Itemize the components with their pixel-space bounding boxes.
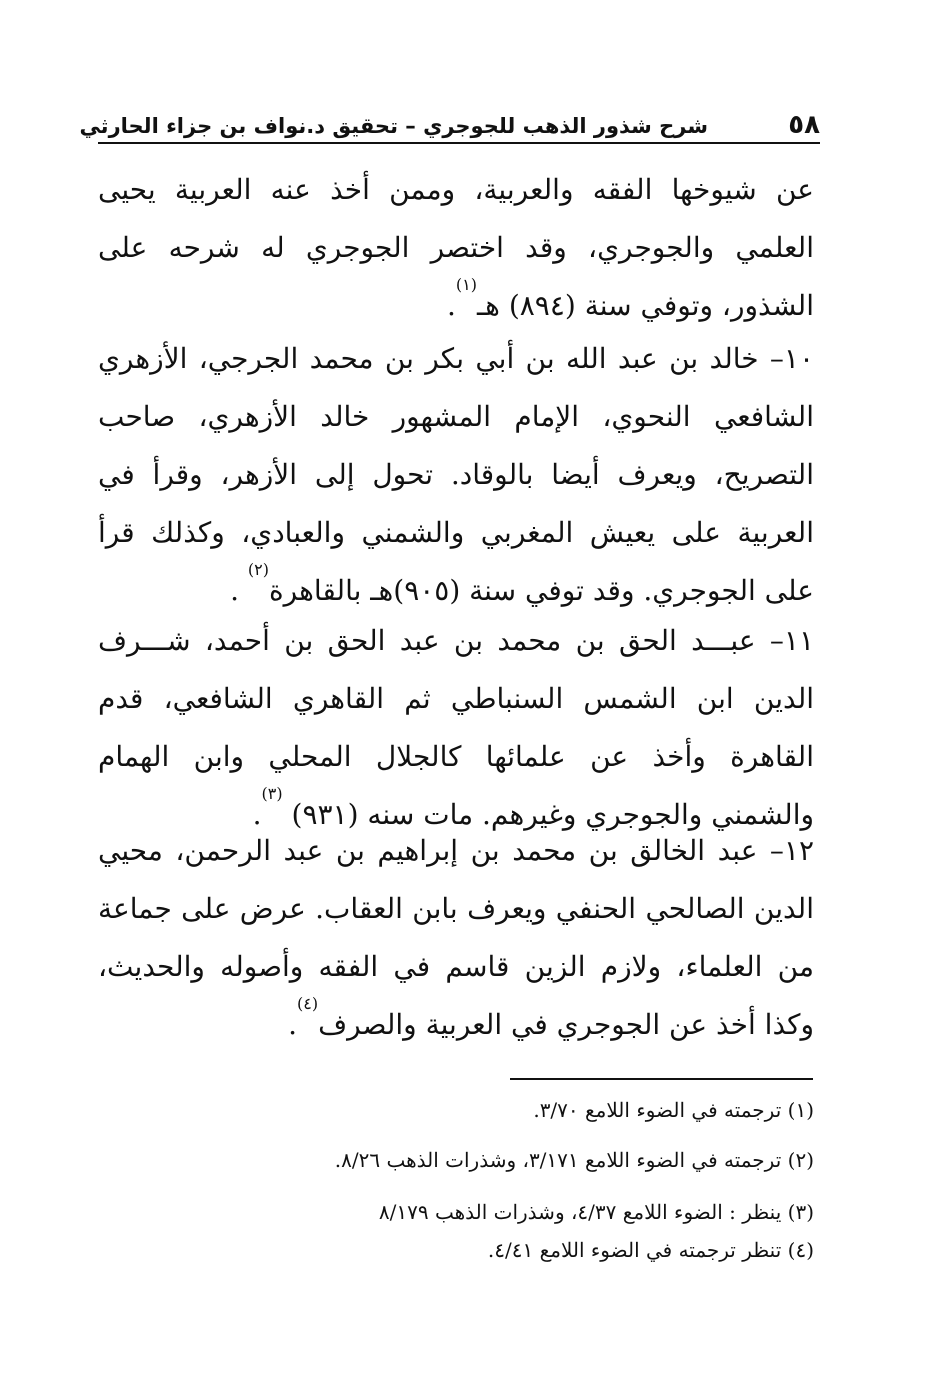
paragraph-end: . xyxy=(446,289,456,322)
header-rule xyxy=(98,142,820,144)
paragraph-end: . xyxy=(252,798,262,831)
footnote-ref-2: (٢) xyxy=(247,560,269,579)
paragraph-text: ١٠– خالد بن عبد الله بن أبي بكر بن محمد الجرجي، الأزهري الشافعي النحوي، الإمام المشهور خالد الأزهري، صاحب التصريح، ويعرف أيضا بالوقاد. تحول إلى الأزهر، وقرأ في العربية على يعيش المغربي والشمني والعبادي، وكذلك قرأ على الجوجري. وقد توفي سنة (٩٠٥)هـ بالقاهرة xyxy=(98,342,814,607)
body-paragraph-1 xyxy=(98,161,814,335)
footnote-1: (١) ترجمته في الضوء اللامع ٣/٧٠. xyxy=(533,1098,814,1122)
body-paragraph-3 xyxy=(98,612,814,844)
paragraph-end: . xyxy=(288,1008,297,1041)
paragraph-text: ١١– عبـــد الحق بن محمد بن عبد الحق بن أحمد، شـــرف الدين ابن الشمس السنباطي ثم القاهري الشافعي، قدم القاهرة وأخذ عن علمائها كالجلال المحلي وابن الهمام والشمني والجوجري وغيرهم. مات سنه (٩٣١) xyxy=(98,624,814,831)
paragraph-text: عن شيوخها الفقه والعربية، وممن أخذ عنه العربية يحيى العلمي والجوجري، وقد اختصر الجوجري له شرحه على الشذور، وتوفي سنة (٨٩٤) هـ xyxy=(98,173,814,322)
footnote-4: (٤) تنظر ترجمته في الضوء اللامع ٤/٤١. xyxy=(487,1238,814,1262)
footnote-3: (٣) ينظر : الضوء اللامع ٤/٣٧، وشذرات الذهب ٨/١٧٩ xyxy=(378,1200,814,1224)
footnote-rule xyxy=(510,1078,813,1080)
footnote-ref-4: (٤) xyxy=(297,994,319,1013)
paragraph-text: ١٢– عبد الخالق بن محمد بن إبراهيم بن عبد الرحمن، محيي الدين الصالحي الحنفي ويعرف بابن العقاب. عرض على جماعة من العلماء، ولازم الزين قاسم في الفقه وأصوله والحديث، وكذا أخذ عن الجوجري في العربية والصرف xyxy=(98,834,814,1041)
page-number: ٥٨ xyxy=(788,110,820,140)
paragraph-end: . xyxy=(230,574,248,607)
footnote-ref-3: (٣) xyxy=(261,784,283,803)
page-header xyxy=(79,102,820,142)
body-paragraph-4 xyxy=(98,822,814,1054)
running-title: شرح شذور الذهب للجوجري – تحقيق د.نواف بن جزاء الحارثي xyxy=(79,114,708,138)
body-paragraph-2 xyxy=(98,330,814,620)
footnote-2: (٢) ترجمته في الضوء اللامع ٣/١٧١، وشذرات الذهب ٨/٢٦. xyxy=(334,1148,814,1172)
footnote-ref-1: (١) xyxy=(455,275,477,294)
